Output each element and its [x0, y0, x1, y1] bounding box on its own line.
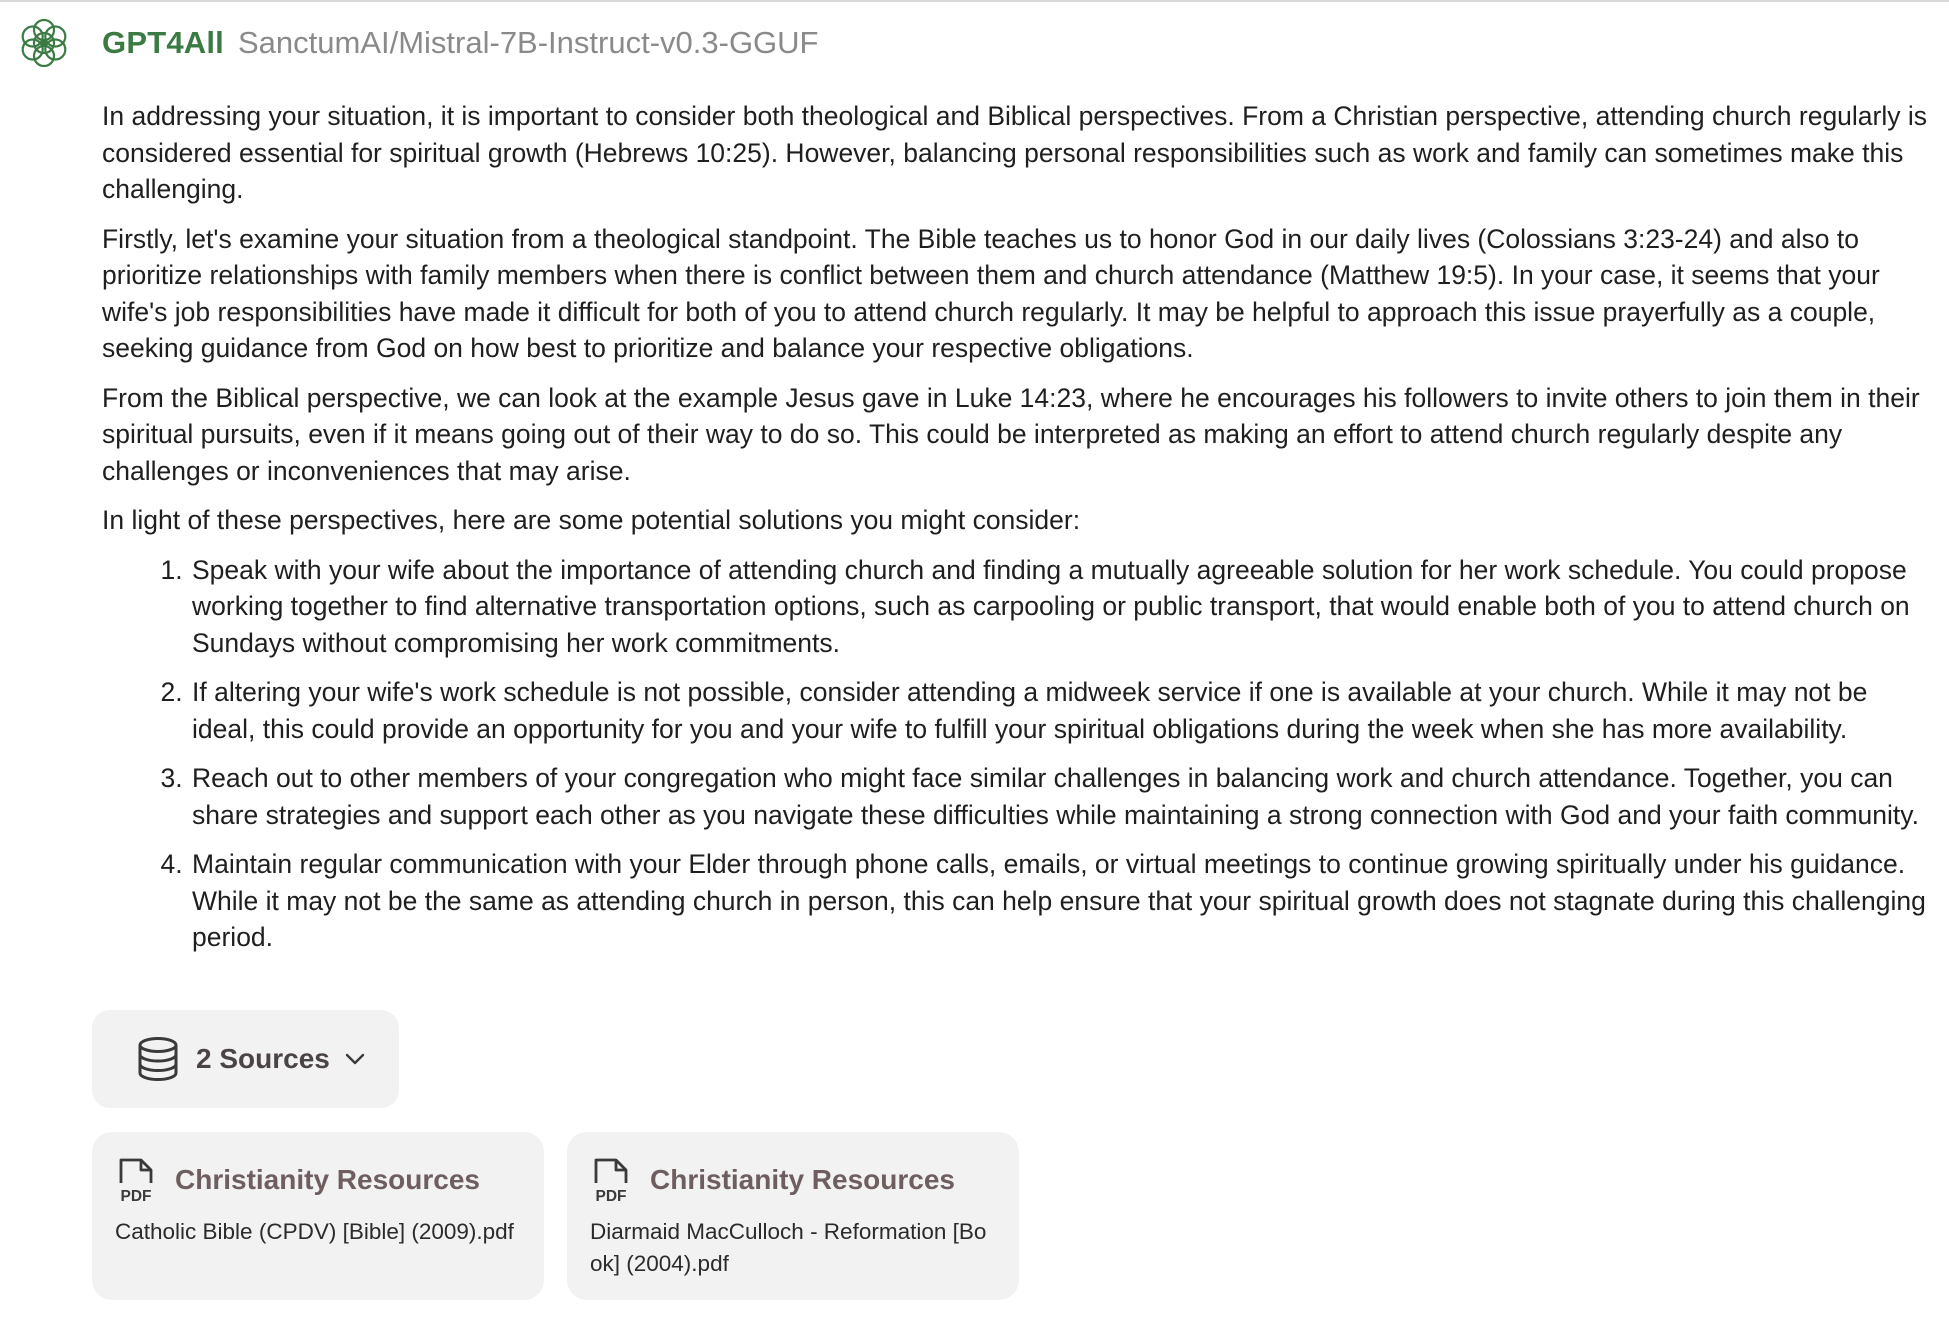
sources-count-label: 2 Sources	[196, 1043, 330, 1074]
message-header	[14, 12, 819, 74]
app-name: GPT4All	[102, 25, 224, 60]
response-paragraph: In addressing your situation, it is important to consider both theological and Biblical perspectives. From a Christian perspective, attending church regularly is considered essential for spiritual growth (Hebrews 10:25). However, balancing personal responsibilities such as work and family can sometimes make this challenging.	[102, 101, 1928, 204]
response-paragraph: From the Biblical perspective, we can look at the example Jesus gave in Luke 14:23, where he encourages his followers to invite others to join them in their spiritual pursuits, even if it means going out of their way to do so. This could be interpreted as making an effort to attend church regularly despite any challenges or inconveniences that may arise.	[102, 382, 1920, 486]
model-name: SanctumAI/Mistral-7B-Instruct-v0.3-GGUF	[237, 25, 819, 60]
source-collection-name: Christianity Resources	[650, 1164, 955, 1195]
source-file-name: Diarmaid MacCulloch - Reformation [Book] (2004).pdf	[590, 1219, 987, 1276]
response-paragraph: Firstly, let's examine your situation from a theological standpoint. The Bible teaches us to honor God in our daily lives (Colossians 3:23-24) and also to prioritize relationships with family members when there is conflict between them and church attendance (Matthew 19:5). In your case, it seems that your wife's job responsibilities have made it difficult for both of you to attend church regularly. It may be helpful to approach this issue prayerfully as a couple, seeking guidance from God on how best to prioritize and balance your respective obligations.	[102, 223, 1880, 363]
source-collection-name: Christianity Resources	[175, 1164, 480, 1195]
source-file-name: Catholic Bible (CPDV) [Bible] (2009).pdf	[115, 1219, 514, 1244]
list-item: 3. Reach out to other members of your congregation who might face similar challenges in balancing work and church attendance. Together, you can share strategies and support each other as you navigate these difficulties while maintaining a strong connection with God and your faith community.	[190, 760, 1932, 833]
source-card[interactable]	[92, 1132, 544, 1300]
sources-toggle-button[interactable]	[92, 1010, 399, 1108]
svg-text:PDF: PDF	[120, 1188, 152, 1203]
list-item: 1. Speak with your wife about the importance of attending church and finding a mutually agreeable solution for her work schedule. You could propose working together to find alternative transportation options, such as carpooling or public transport, that would enable both of you to attend church on Sundays without compromising her work commitments.	[190, 552, 1932, 662]
svg-text:PDF: PDF	[595, 1188, 627, 1203]
pdf-icon	[115, 1157, 157, 1203]
response-paragraph: In light of these perspectives, here are some potential solutions you might consider:	[102, 505, 1081, 535]
chevron-down-icon	[344, 1052, 366, 1066]
list-item: 2. If altering your wife's work schedule is not possible, consider attending a midweek service if one is available at your church. While it may not be ideal, this could provide an opportunity for you and your wife to fulfill your spiritual obligations during the week when she has more availability.	[190, 674, 1932, 747]
assistant-response	[102, 98, 1932, 969]
pdf-icon	[590, 1157, 632, 1203]
top-divider	[0, 0, 1949, 2]
list-item: 4. Maintain regular communication with your Elder through phone calls, emails, or virtual meetings to continue growing spiritually under his guidance. While it may not be the same as attending church in person, this can help ensure that your spiritual growth does not stagnate during this challenging period.	[190, 846, 1932, 956]
solutions-list	[102, 552, 1932, 956]
gpt4all-logo-icon	[14, 13, 74, 73]
database-icon	[136, 1036, 180, 1082]
source-card[interactable]	[567, 1132, 1019, 1300]
